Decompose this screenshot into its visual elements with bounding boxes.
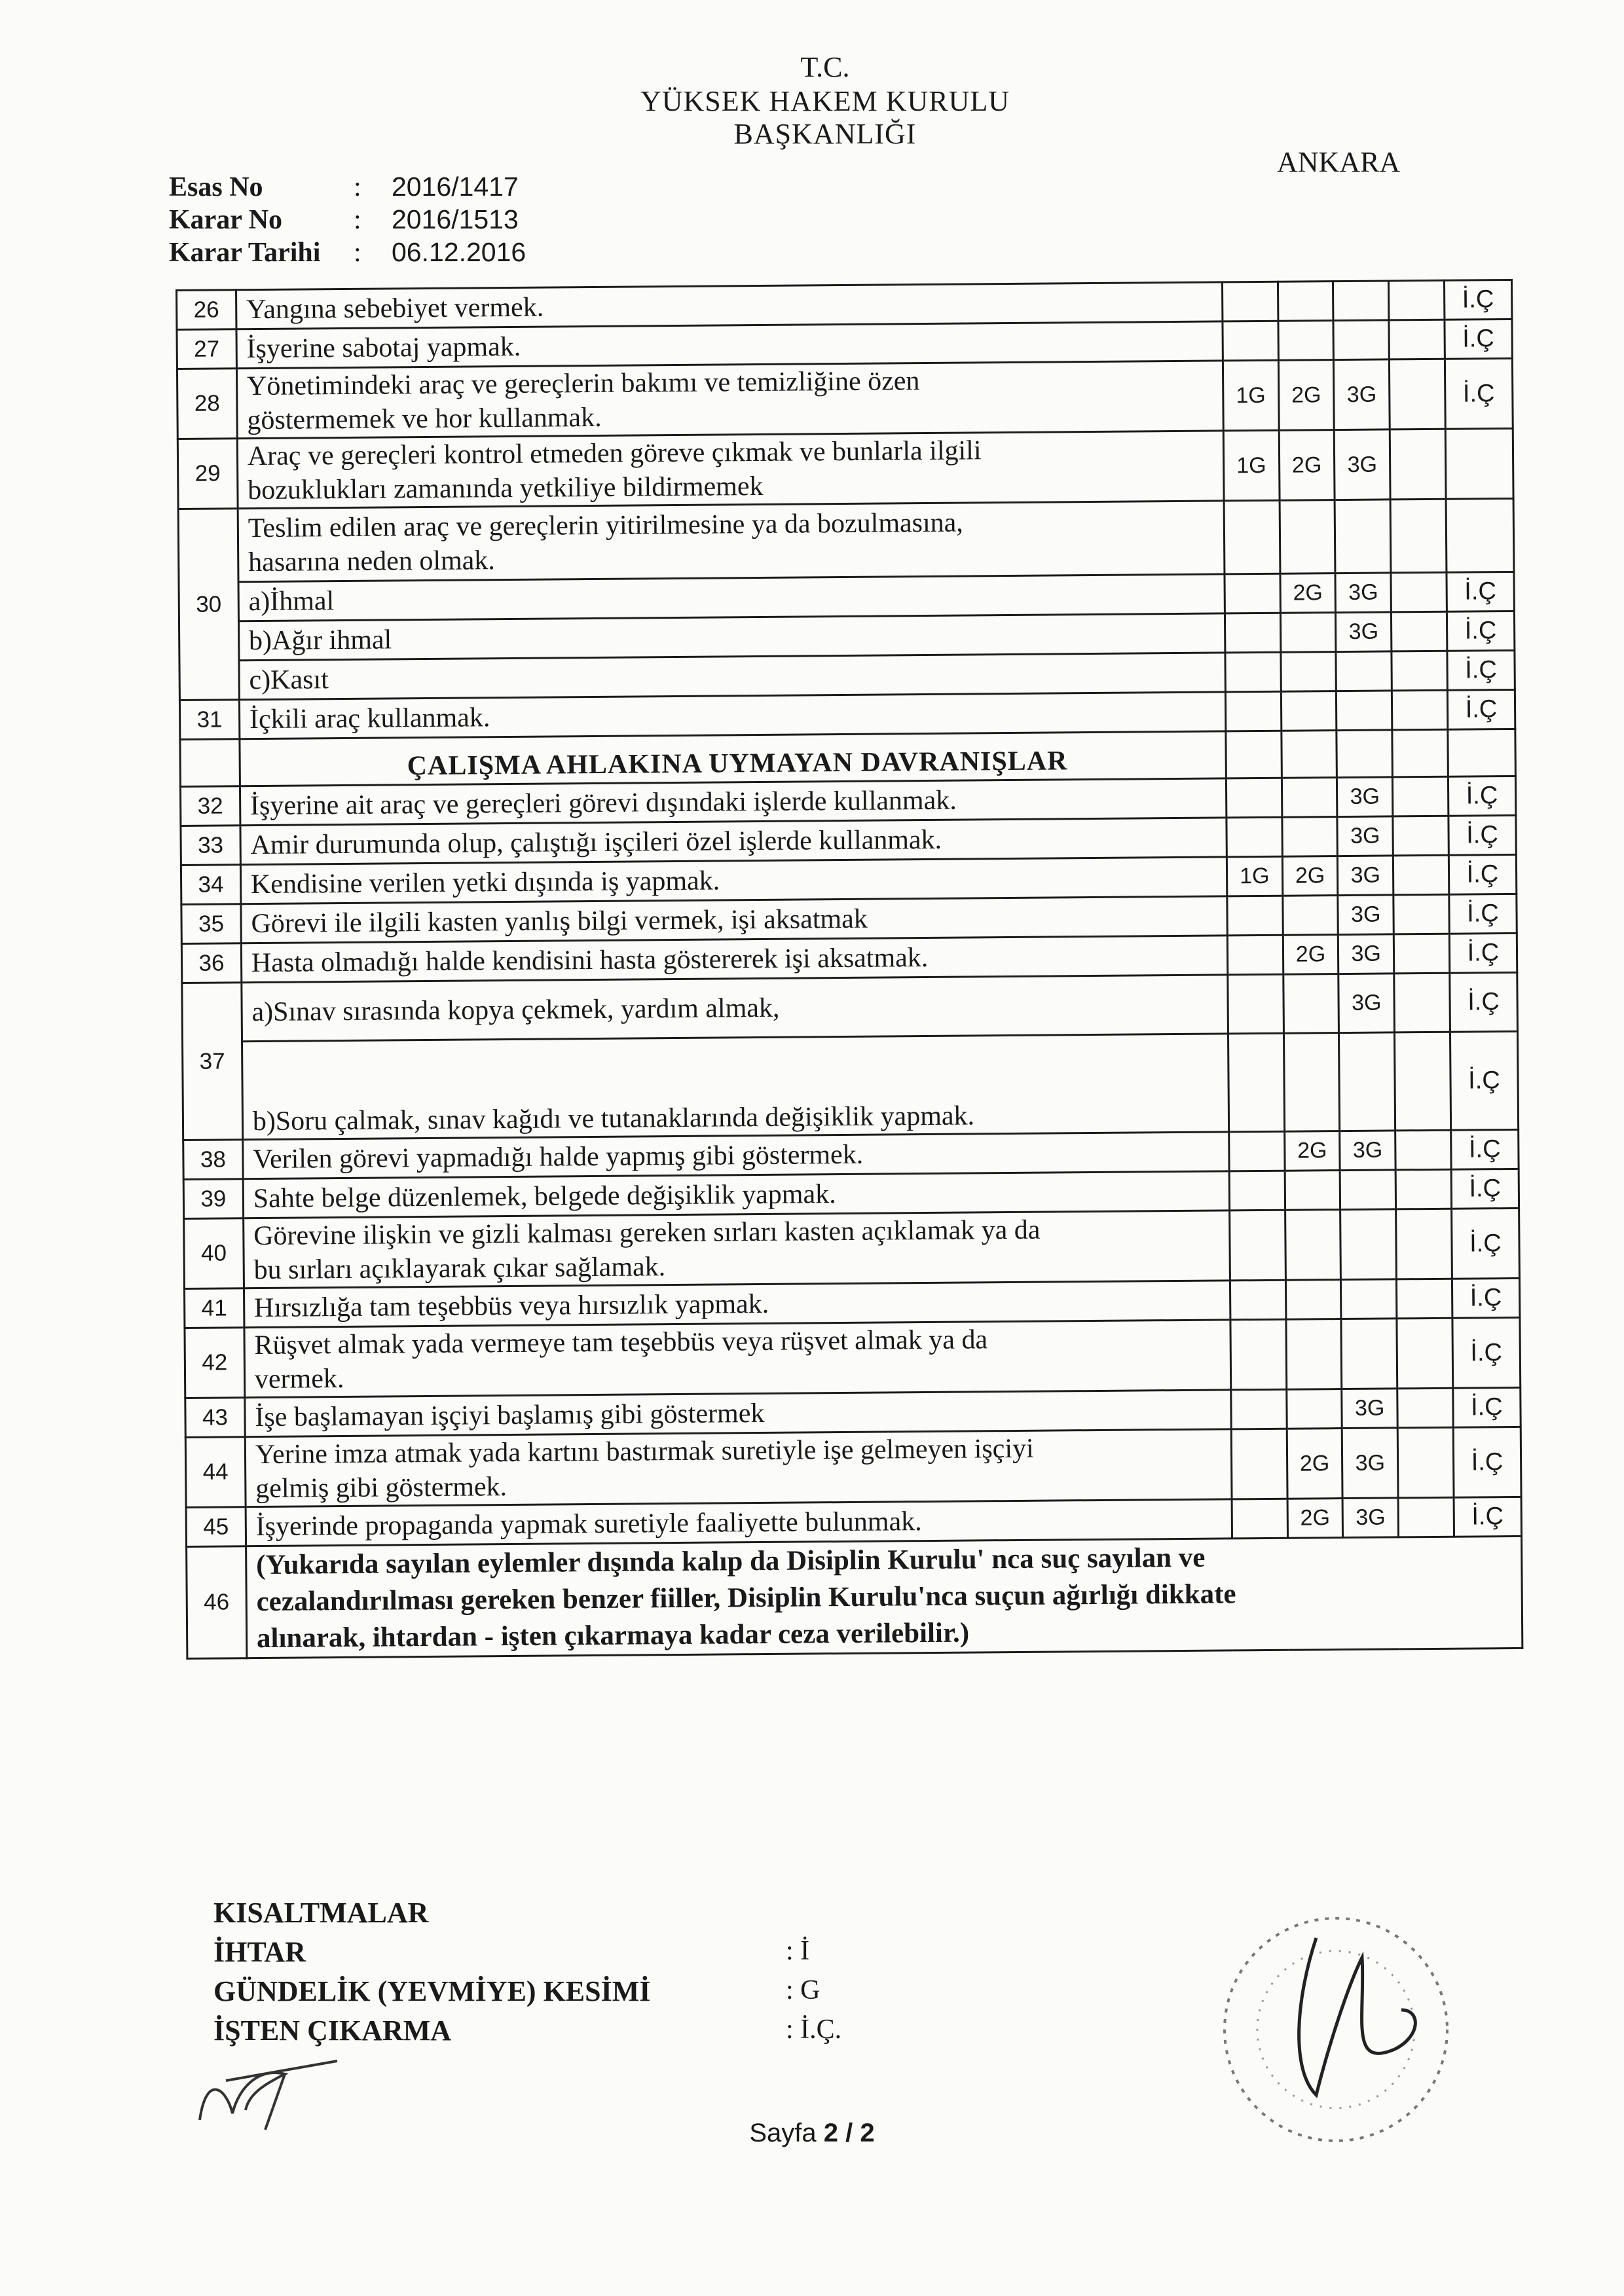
row-number: 28 — [177, 369, 237, 439]
row-text-line: (Yukarıda sayılan eylemler dışında kalıp da Disiplin Kurulu' nca suç sayılan ve — [255, 1542, 1206, 1581]
blank-cell — [1392, 611, 1447, 651]
row-number: 32 — [180, 786, 240, 826]
penalty-3g — [1341, 1319, 1397, 1389]
row-number: 41 — [184, 1288, 244, 1328]
penalty-isten-cikarma: İ.Ç — [1444, 280, 1512, 319]
penalty-1g — [1232, 1499, 1287, 1539]
penalty-2g — [1282, 896, 1338, 936]
legend-value-gundelik: : G — [786, 1975, 821, 2005]
penalty-isten-cikarma: İ.Ç — [1449, 894, 1517, 934]
penalty-isten-cikarma: İ.Ç — [1453, 1427, 1521, 1497]
blank-cell — [1395, 1032, 1451, 1131]
penalty-3g: 3G — [1334, 359, 1390, 430]
subrow-text: a)İhmal — [238, 574, 1225, 621]
blank-cell — [1393, 894, 1449, 934]
colon: : — [354, 205, 361, 235]
penalty-1g — [1227, 935, 1283, 975]
penalty-isten-cikarma: İ.Ç — [1451, 1208, 1519, 1279]
penalty-2g: 2G — [1287, 1429, 1343, 1499]
row-text-line: bozuklukları zamanında yetkiliye bildirmemek — [248, 471, 764, 506]
legend-value-isten-cikarma: : İ.Ç. — [786, 2014, 842, 2045]
esas-no-label: Esas No — [169, 172, 263, 202]
blank-cell — [1391, 572, 1447, 612]
penalty-3g: 3G — [1338, 895, 1393, 935]
row-text-line: Yönetimindeki araç ve gereçlerin bakımı ve temizliğine özen — [246, 366, 920, 402]
row-text-line: Hırsızlığa tam teşebbüs veya hırsızlık yapmak. — [253, 1288, 769, 1323]
penalty-isten-cikarma — [1445, 428, 1513, 499]
penalty-1g — [1229, 1131, 1285, 1171]
row-text — [246, 1536, 1522, 1658]
penalty-isten-cikarma: İ.Ç — [1450, 1129, 1519, 1169]
city-label: ANKARA — [1277, 146, 1401, 178]
blank-cell — [1448, 729, 1516, 776]
row-number: 38 — [183, 1140, 243, 1180]
row-text — [245, 1429, 1232, 1507]
penalty-3g: 3G — [1342, 1428, 1399, 1499]
penalty-2g — [1281, 691, 1337, 731]
penalty-2g: 2G — [1278, 360, 1335, 431]
row-text-line: İşyerine ait araç ve gereçleri görevi dışındaki işlerde kullanmak. — [249, 785, 957, 821]
blank-cell — [1446, 498, 1514, 572]
penalty-2g — [1285, 1280, 1341, 1320]
penalty-1g — [1225, 613, 1280, 653]
blank-cell — [1398, 1497, 1454, 1537]
penalty-2g: 2G — [1287, 1499, 1343, 1539]
penalty-1g: 1G — [1223, 360, 1279, 431]
esas-no-value: 2016/1417 — [392, 172, 519, 202]
penalty-3g: 3G — [1340, 1131, 1395, 1171]
abbreviations-title: KISALTMALAR — [213, 1897, 429, 1929]
row-text-line: cezalandırılması gereken benzer fiiller, Disiplin Kurulu'nca suçun ağırlığı dikkate — [256, 1578, 1236, 1618]
row-number: 26 — [177, 290, 236, 330]
colon: : — [354, 238, 361, 268]
penalty-isten-cikarma: İ.Ç — [1447, 611, 1515, 651]
table-row — [185, 1427, 1521, 1507]
penalty-table-body — [177, 280, 1522, 1658]
penalty-3g: 3G — [1336, 612, 1392, 652]
row-text-line: göstermemek ve hor kullanmak. — [247, 402, 602, 436]
blank-cell — [1226, 731, 1282, 778]
page-number — [0, 2119, 1624, 2148]
row-text-line: vermek. — [254, 1364, 344, 1395]
blank-cell — [1224, 500, 1280, 574]
blank-cell — [1280, 500, 1336, 574]
row-text-line: hasarına neden olmak. — [248, 545, 495, 577]
penalty-1g — [1222, 282, 1278, 321]
blank-cell — [1397, 1318, 1453, 1389]
penalty-2g — [1282, 817, 1337, 857]
penalty-isten-cikarma: İ.Ç — [1450, 1031, 1518, 1130]
penalty-3g — [1333, 281, 1389, 321]
penalty-isten-cikarma: İ.Ç — [1452, 1317, 1521, 1388]
penalty-isten-cikarma: İ.Ç — [1447, 572, 1515, 611]
penalty-isten-cikarma: İ.Ç — [1449, 854, 1517, 894]
penalty-1g — [1225, 652, 1281, 692]
row-text-line: Sahte belge düzenlemek, belgede değişiklik yapmak. — [253, 1178, 836, 1214]
penalty-1g — [1228, 974, 1283, 1034]
penalty-isten-cikarma: İ.Ç — [1451, 1169, 1519, 1209]
subrow-text: c)Kasıt — [239, 653, 1225, 700]
row-text-line: İşyerinde propaganda yapmak suretiyle faaliyette bulunmak. — [255, 1506, 922, 1542]
row-number: 29 — [177, 439, 238, 509]
legend-label-ihtar: İHTAR — [213, 1936, 306, 1968]
blank-cell — [1390, 499, 1447, 573]
penalty-1g — [1231, 1389, 1287, 1429]
penalty-isten-cikarma: İ.Ç — [1445, 319, 1513, 359]
penalty-1g: 1G — [1223, 430, 1280, 501]
blank-cell — [1395, 1130, 1451, 1170]
penalty-1g — [1226, 778, 1282, 818]
signature-right — [1299, 1938, 1416, 2095]
penalty-2g — [1281, 652, 1337, 692]
blank-cell — [1397, 1427, 1454, 1498]
table-row-final — [187, 1536, 1522, 1658]
penalty-2g — [1282, 778, 1337, 818]
blank-cell — [1393, 934, 1449, 974]
subrow-text: b)Ağır ihmal — [238, 613, 1225, 661]
penalty-isten-cikarma: İ.Ç — [1447, 650, 1515, 690]
karar-no-row — [169, 204, 519, 238]
row-text-line: gelmiş gibi göstermek. — [255, 1472, 507, 1504]
penalty-3g — [1339, 1032, 1395, 1131]
table-row — [185, 1317, 1521, 1398]
row-text-line: Yangına sebebiyet vermek. — [246, 292, 544, 325]
row-number: 44 — [185, 1437, 246, 1508]
penalty-3g: 3G — [1335, 429, 1391, 500]
subrow-text: a)Sınav sırasında kopya çekmek, yardım almak, — [242, 975, 1228, 1042]
penalty-1g — [1230, 1280, 1285, 1320]
table-row — [178, 498, 1514, 582]
blank-cell — [1396, 1209, 1452, 1279]
header-presidency: BAŞKANLIĞI — [733, 118, 917, 150]
penalty-3g: 3G — [1338, 934, 1394, 974]
table-subrow — [183, 1031, 1519, 1140]
penalty-isten-cikarma: İ.Ç — [1450, 972, 1518, 1032]
row-number: 27 — [177, 329, 236, 369]
penalty-3g: 3G — [1335, 573, 1391, 613]
section-title: ÇALIŞMA AHLAKINA UYMAYAN DAVRANIŞLAR — [240, 731, 1227, 786]
penalty-3g — [1333, 320, 1389, 360]
penalty-2g: 2G — [1282, 856, 1338, 896]
row-text — [236, 361, 1223, 439]
row-number: 30 — [178, 509, 239, 701]
row-text-line: Amir durumunda olup, çalıştığı işçileri özel işlerde kullanmak. — [250, 824, 942, 860]
row-text-line: Araç ve gereçleri kontrol etmeden göreve çıkmak ve bunlarla ilgili — [247, 435, 982, 472]
row-text-line: Görevi ile ilgili kasten yanlış bilgi vermek, işi aksatmak — [251, 903, 868, 939]
row-text — [237, 431, 1224, 509]
blank-cell — [1392, 690, 1447, 730]
row-number: 36 — [181, 943, 241, 983]
penalty-2g: 2G — [1279, 430, 1335, 501]
page-prefix: Sayfa — [749, 2119, 824, 2147]
row-text-line: İçkili araç kullanmak. — [249, 702, 490, 735]
penalty-1g — [1227, 896, 1283, 936]
penalty-isten-cikarma: İ.Ç — [1449, 933, 1517, 973]
blank-cell — [1392, 651, 1447, 691]
penalty-3g: 3G — [1338, 856, 1393, 896]
penalty-1g — [1231, 1429, 1287, 1499]
subrow-text: b)Soru çalmak, sınav kağıdı ve tutanaklarında değişiklik yapmak. — [242, 1034, 1228, 1140]
row-text-line: bu sırları açıklayarak çıkar sağlamak. — [253, 1252, 666, 1286]
table-row — [177, 358, 1513, 439]
legend-label-gundelik: GÜNDELİK (YEVMİYE) KESİMİ — [213, 1975, 651, 2007]
penalty-2g — [1278, 321, 1334, 361]
blank-cell — [1390, 429, 1446, 500]
penalty-isten-cikarma: İ.Ç — [1454, 1497, 1522, 1537]
row-number: 42 — [185, 1328, 245, 1398]
legend-label-isten-cikarma: İŞTEN ÇIKARMA — [213, 2014, 452, 2047]
penalty-3g — [1337, 691, 1392, 731]
blank-cell — [1397, 1388, 1453, 1428]
penalty-1g — [1225, 691, 1281, 731]
penalty-1g — [1227, 817, 1282, 857]
penalty-isten-cikarma: İ.Ç — [1453, 1387, 1521, 1427]
penalty-1g — [1223, 321, 1278, 361]
karar-tarihi-row — [169, 237, 526, 271]
blank-cell — [1395, 1169, 1451, 1209]
karar-no-value: 2016/1513 — [392, 204, 519, 234]
penalty-3g: 3G — [1342, 1498, 1398, 1538]
karar-tarihi-value: 06.12.2016 — [392, 237, 526, 267]
row-text — [244, 1211, 1230, 1288]
blank-cell — [1281, 731, 1337, 778]
row-text-line: İşyerine sabotaj yapmak. — [246, 331, 521, 364]
legend-value-ihtar: : İ — [786, 1936, 810, 1966]
penalty-isten-cikarma: İ.Ç — [1447, 689, 1515, 729]
penalty-2g — [1283, 1033, 1340, 1132]
row-number: 33 — [181, 826, 240, 866]
blank-cell — [1392, 729, 1448, 777]
blank-cell — [1393, 855, 1449, 895]
penalty-1g — [1228, 1033, 1284, 1132]
penalty-1g — [1229, 1171, 1285, 1211]
penalty-3g — [1340, 1209, 1397, 1280]
blank-cell — [1389, 359, 1445, 429]
blank-cell — [1394, 973, 1450, 1032]
penalty-2g: 2G — [1283, 935, 1338, 975]
penalty-1g — [1230, 1319, 1287, 1390]
penalty-2g: 2G — [1284, 1131, 1340, 1171]
penalty-1g — [1225, 574, 1280, 613]
row-number: 31 — [179, 700, 239, 740]
page-number-value: 2 / 2 — [823, 2119, 875, 2147]
penalty-3g: 3G — [1338, 974, 1394, 1033]
penalty-3g: 3G — [1337, 816, 1393, 856]
penalty-2g — [1286, 1389, 1342, 1429]
penalty-2g: 2G — [1280, 574, 1336, 613]
row-text — [244, 1320, 1231, 1398]
row-number: 34 — [181, 865, 240, 905]
colon: : — [354, 172, 361, 202]
row-number: 39 — [183, 1179, 243, 1219]
penalty-isten-cikarma: İ.Ç — [1449, 815, 1517, 855]
row-text-line: Görevine ilişkin ve gizli kalması gereken sırları kasten açıklamak ya da — [253, 1214, 1041, 1252]
blank-cell — [1393, 816, 1449, 856]
penalty-3g: 3G — [1337, 777, 1393, 817]
blank-cell — [1397, 1279, 1452, 1319]
row-number: 37 — [182, 983, 243, 1140]
penalty-1g — [1229, 1210, 1285, 1281]
row-text-line: Kendisine verilen yetki dışında iş yapmak. — [250, 866, 720, 900]
penalty-3g: 3G — [1342, 1389, 1397, 1429]
penalty-2g — [1285, 1171, 1340, 1211]
penalty-3g — [1341, 1279, 1397, 1319]
penalty-2g — [1286, 1319, 1342, 1390]
table-row — [177, 428, 1513, 509]
blank-cell — [1337, 730, 1392, 778]
penalty-2g — [1280, 613, 1336, 653]
penalty-3g — [1336, 651, 1392, 691]
row-number: 35 — [181, 904, 241, 944]
penalty-isten-cikarma: İ.Ç — [1448, 776, 1516, 816]
row-text-line: alınarak, ihtardan - işten çıkarmaya kadar ceza verilebilir.) — [256, 1617, 970, 1654]
header-tc: T.C. — [800, 51, 850, 83]
blank-cell — [1389, 280, 1445, 320]
penalty-isten-cikarma: İ.Ç — [1452, 1278, 1520, 1318]
table-row — [184, 1208, 1520, 1288]
table-subrow — [182, 972, 1518, 1042]
penalty-2g — [1283, 974, 1338, 1034]
row-number: 40 — [184, 1218, 244, 1289]
karar-no-label: Karar No — [169, 205, 283, 235]
blank-cell — [1389, 319, 1445, 359]
esas-no-row — [169, 172, 519, 206]
row-text-line: Yerine imza atmak yada kartını bastırmak suretiyle işe gelmeyen işçiyi — [255, 1433, 1034, 1470]
penalty-3g — [1340, 1170, 1395, 1210]
row-text-line: Verilen görevi yapmadığı halde yapmış gibi göstermek. — [253, 1139, 864, 1175]
blank-cell — [1392, 776, 1448, 816]
penalty-2g — [1285, 1210, 1341, 1281]
row-text-line: Rüşvet almak yada vermeye tam teşebbüs veya rüşvet almak ya da — [254, 1324, 988, 1361]
blank-cell — [1335, 500, 1391, 574]
row-number: 46 — [187, 1546, 247, 1659]
row-text — [238, 501, 1225, 582]
blank-cell — [180, 739, 240, 787]
row-number: 43 — [185, 1398, 245, 1438]
penalty-2g — [1278, 282, 1333, 321]
karar-tarihi-label: Karar Tarihi — [169, 238, 321, 268]
header-institution: YÜKSEK HAKEM KURULU — [640, 85, 1010, 117]
penalty-isten-cikarma: İ.Ç — [1445, 358, 1513, 429]
row-number: 45 — [186, 1507, 246, 1547]
row-text-line: Teslim edilen araç ve gereçlerin yitirilmesine ya da bozulmasına, — [248, 507, 963, 543]
penalty-1g: 1G — [1227, 856, 1282, 896]
row-text-line: Hasta olmadığı halde kendisini hasta göstererek işi aksatmak. — [251, 942, 929, 978]
row-text-line: İşe başlamayan işçiyi başlamış gibi göstermek — [255, 1398, 765, 1432]
penalty-table — [175, 279, 1523, 1660]
